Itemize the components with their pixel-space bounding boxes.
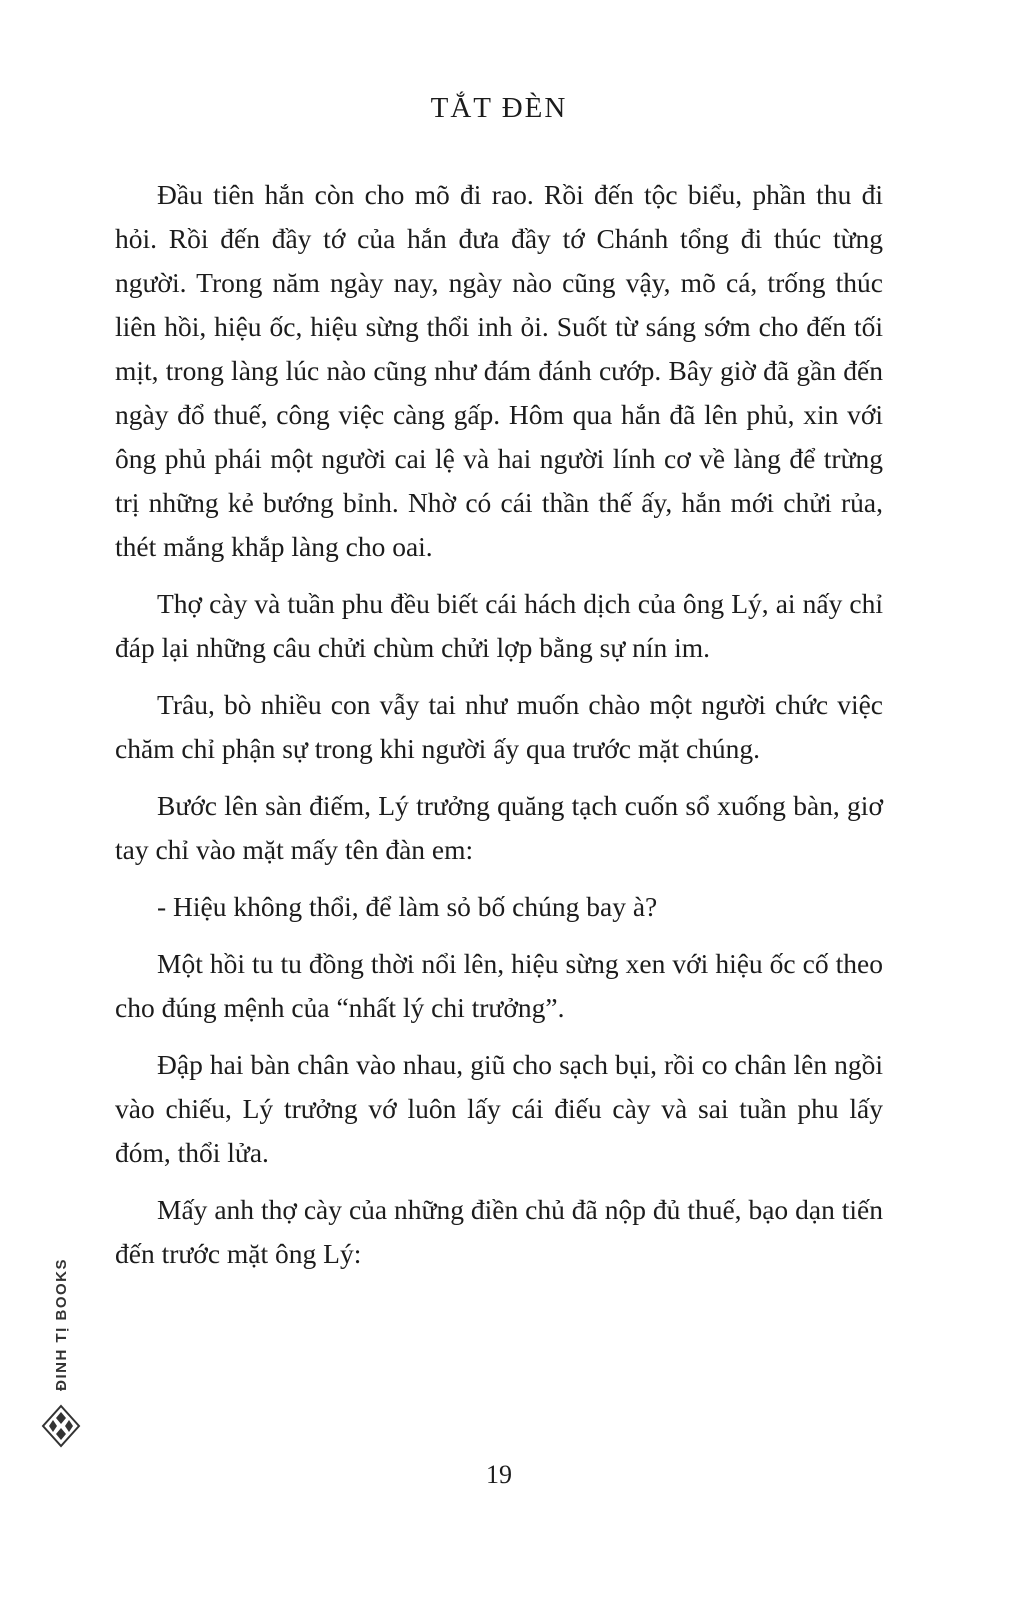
paragraph: Bước lên sàn điếm, Lý trưởng quăng tạch cuốn sổ xuống bàn, giơ tay chỉ vào mặt mấy tên đàn em:	[115, 790, 883, 865]
paragraph: Mấy anh thợ cày của những điền chủ đã nộp đủ thuế, bạo dạn tiến đến trước mặt ông Lý:	[115, 1194, 883, 1269]
publisher-mark	[38, 1258, 84, 1449]
publisher-name: ĐINH TỊ BOOKS	[52, 1258, 70, 1391]
paragraph: Trâu, bò nhiều con vẫy tai như muốn chào một người chức việc chăm chỉ phận sự trong khi người ấy qua trước mặt chúng.	[115, 689, 883, 764]
book-title: TẮT ĐÈN	[430, 92, 568, 124]
dialogue-line: - Hiệu không thổi, để làm sỏ bố chúng bay à?	[157, 891, 658, 922]
paragraph: Đầu tiên hắn còn cho mõ đi rao. Rồi đến tộc biểu, phần thu đi hỏi. Rồi đến đầy tớ của hắn đưa đầy tớ Chánh tổng đi thúc từng người. Trong năm ngày nay, ngày nào cũng vậy, mõ cá, trống thúc liên hồi, hiệu ốc, hiệu sừng thổi inh ỏi. Suốt từ sáng sớm cho đến tối mịt, trong làng lúc nào cũng như đám đánh cướp. Bây giờ đã gần đến ngày đổ thuế, công việc càng gấp. Hôm qua hắn đã lên phủ, xin với ông phủ phái một người cai lệ và hai người lính cơ về làng để trừng trị những kẻ bướng bỉnh. Nhờ có cái thần thế ấy, hắn mới chửi rủa, thét mắng khắp làng cho oai.	[115, 179, 883, 562]
page-number: 19	[486, 1460, 512, 1489]
paragraph: Đập hai bàn chân vào nhau, giũ cho sạch bụi, rồi co chân lên ngồi vào chiếu, Lý trưởng vớ luôn lấy cái điếu cày và sai tuần phu lấy đóm, thổi lửa.	[115, 1049, 883, 1168]
paragraph: Một hồi tu tu đồng thời nổi lên, hiệu sừng xen với hiệu ốc cố theo cho đúng mệnh của “nhất lý chi trưởng”.	[115, 948, 883, 1023]
diamond-pattern-icon	[40, 1403, 82, 1449]
paragraph: Thợ cày và tuần phu đều biết cái hách dịch của ông Lý, ai nấy chỉ đáp lại những câu chửi chùm chửi lợp bằng sự nín im.	[115, 588, 883, 663]
page-content	[115, 92, 883, 1289]
